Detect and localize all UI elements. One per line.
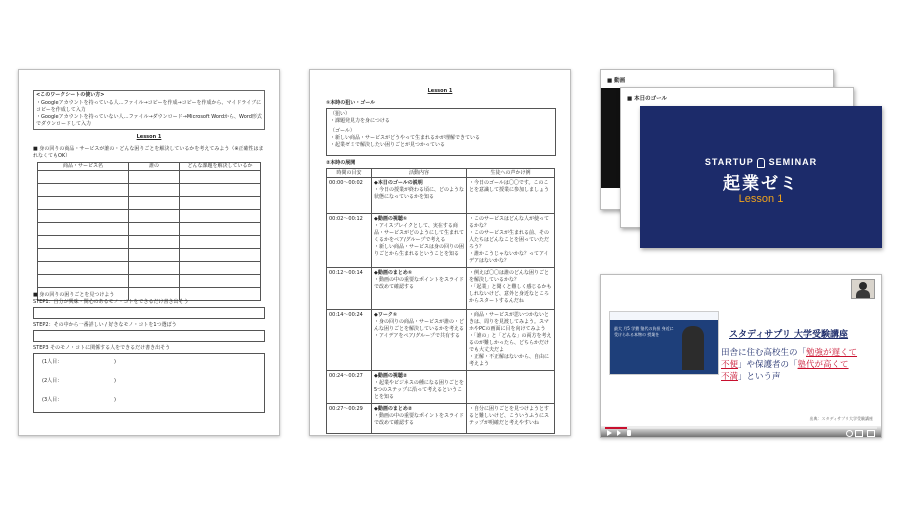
guide-lesson-title: Lesson 1 <box>427 88 453 94</box>
slide-middle-label: ■ 本日のゴール <box>627 96 668 102</box>
table-header: 商品・サービス名 <box>38 163 129 171</box>
person-1-close: ) <box>114 359 116 365</box>
aim-label: （狙い） <box>330 111 351 117</box>
video-player[interactable] <box>600 274 882 438</box>
person-3: (3人目： <box>42 397 63 403</box>
table-row <box>38 236 261 249</box>
flow-header: 時間の目安 <box>327 169 372 178</box>
flow-title: ②本時の展開 <box>326 160 356 166</box>
activity-title: ◆動画のまとめ② <box>374 406 413 412</box>
worksheet-lesson-title: Lesson 1 <box>136 134 162 140</box>
activity-text: ・動画の中の重要なポイントをスライドで改めて確認する <box>374 277 464 290</box>
question-2: ■ 身の回りの困りごとを見つけよう <box>33 292 115 298</box>
video-caption: 出典：スタディサプリ大学受験講座 <box>809 416 873 421</box>
guide-page <box>309 69 571 436</box>
usage-line: ・Googleアカウントを持っている人…ファイル→コピーを作成→コピーを作成から、マイドライブにコピーを作成して入力 <box>36 100 262 113</box>
seminar-text: SEMINAR <box>768 157 818 167</box>
usage-title: <このワークシートの使い方> <box>36 92 105 98</box>
table-row <box>38 210 261 223</box>
time-cell: 00:24〜00:27 <box>327 371 372 404</box>
table-row <box>38 275 261 288</box>
time-cell: 00:14〜00:24 <box>327 310 372 371</box>
goal-title: ①本時の狙い・ゴール <box>326 100 376 106</box>
settings-icon[interactable] <box>846 430 853 437</box>
step-3-box <box>33 353 265 413</box>
time-cell: 00:00〜00:02 <box>327 178 372 214</box>
table-row <box>327 268 555 310</box>
activity-cell <box>372 268 467 310</box>
person-2-close: ) <box>114 378 116 384</box>
time-cell: 00:02〜00:12 <box>327 214 372 268</box>
person-1: (1人目： <box>42 359 63 365</box>
quote-emphasis: 不満 <box>721 372 739 382</box>
table-row <box>327 310 555 371</box>
activity-cell <box>372 371 467 404</box>
activity-cell <box>372 178 467 214</box>
activity-cell <box>372 310 467 371</box>
prompt-cell: ・今日のゴールは〇〇です。このことを意識して授業に参加しましょう <box>467 178 555 214</box>
kigyo-zemi-logo: 起業ゼミ <box>723 174 799 194</box>
table-row <box>38 262 261 275</box>
time-cell: 00:27〜00:29 <box>327 404 372 434</box>
step-1-box <box>33 307 265 319</box>
volume-icon[interactable] <box>627 430 631 436</box>
prompt-cell: ・商品・サービスが思いつかないときは、周りを見渡してみよう。スマホやPCの画面に目を向けてみよう ・「誰の」と「どんな」の両方を考えるのが難しかったら、どちらかだけでも大丈夫だよ ・正解・不正解はないから、自由に考えよう <box>467 310 555 371</box>
activity-title: ◆動画の視聴② <box>374 373 408 379</box>
goal-line: ・新しい商品・サービスがどうやって生まれるかが理解できている <box>330 135 481 141</box>
table-row <box>38 223 261 236</box>
video-title: スタディサプリ 大学受験講座 <box>729 330 849 340</box>
usage-line: ・Googleアカウントを持っていない人…ファイル→ダウンロード→Microsoft Wordから、Word形式でダウンロードして入力 <box>36 114 262 127</box>
activity-cell <box>372 404 467 434</box>
slide-lesson-label: Lesson 1 <box>738 193 784 205</box>
activity-title: ◆ワーク① <box>374 312 398 318</box>
table-row <box>327 404 555 434</box>
quote-emphasis: 塾代が高くて <box>797 360 849 370</box>
step-2-box <box>33 330 265 342</box>
thumbnail-person <box>682 326 704 370</box>
table-row <box>327 214 555 268</box>
table-row <box>38 197 261 210</box>
product-table <box>37 162 261 301</box>
person-3-close: ) <box>114 397 116 403</box>
goal-label: （ゴール） <box>330 128 355 134</box>
prompt-cell <box>467 371 555 404</box>
goal-box <box>326 108 556 156</box>
website-thumbnail <box>609 311 719 375</box>
captions-icon[interactable] <box>855 430 863 437</box>
flow-header: 活動内容 <box>372 169 467 178</box>
step-3-label: STEP3 そのモノ・コトに関係する人をできるだけ書き出そう <box>33 345 171 351</box>
table-header: どんな課題を解決しているか <box>180 163 261 171</box>
slide-back-label: ■ 動画 <box>607 78 626 84</box>
quote-emphasis: 不便 <box>721 360 739 370</box>
quote-part: 」という声 <box>738 372 781 382</box>
startup-seminar-heading <box>641 157 881 168</box>
table-row <box>38 184 261 197</box>
activity-cell <box>372 214 467 268</box>
person-2: (2人目： <box>42 378 63 384</box>
worksheet-page <box>18 69 280 436</box>
flow-header: 生徒への声かけ例 <box>467 169 555 178</box>
quote-emphasis: 勉強が遅くて <box>806 348 858 358</box>
activity-text: ・動画の中の重要なポイントをスライドで改めて確認する <box>374 413 464 426</box>
table-header: 誰の <box>129 163 180 171</box>
progress-fill <box>605 427 627 429</box>
activity-text: ・起業やビジネスの種になる困りごとを5つのステップに沿って考えるということを知る <box>374 380 464 400</box>
activity-title: ◆動画のまとめ① <box>374 270 413 276</box>
flow-table <box>326 168 555 434</box>
fullscreen-icon[interactable] <box>867 430 875 437</box>
goal-line: ・起業ゼミで解決したい困りごとが見つかっている <box>330 142 446 148</box>
quote-part: 田舎に住む高校生の「 <box>721 348 807 358</box>
time-cell: 00:12〜00:14 <box>327 268 372 310</box>
next-icon[interactable] <box>617 430 621 436</box>
prompt-cell: ・自分に困りごとを見つけようとすると難しいけど、こういうふうにステップが明確だと考えやすいね <box>467 404 555 434</box>
table-row <box>38 171 261 184</box>
play-icon[interactable] <box>607 430 612 436</box>
rocket-icon <box>757 158 765 168</box>
activity-text: ・アイスブレイクとして、実在する商品・サービスがどのようにして生まれてくるかをペア/グループで考える ・新しい商品・サービスは身の回りの困りごとから生まれるということを知る <box>374 223 465 257</box>
video-quote <box>721 347 879 383</box>
prompt-cell: ・例えば〇〇は誰のどんな困りごとを解決しているかな？ ・「起業」と聞くと難しく感じるかもしれないけど、意外と身近なところからスタートするんだね <box>467 268 555 310</box>
slide-title <box>640 106 882 248</box>
usage-box <box>33 90 265 130</box>
question-1: ■ 身の回りの商品・サービスが誰の・どんな困りごとを解決しているかを考えてみよう（※正確性はまれなくてもOK） <box>33 146 264 159</box>
table-row <box>327 178 555 214</box>
step-2-label: STEP2：その中から一番詳しい / 好きなモノ・コトを1つ選ぼう <box>33 322 177 328</box>
progress-track[interactable] <box>605 427 877 429</box>
prompt-cell: ・このサービスはどんな人が使ってるかな？ ・このサービスが生まれる前、その人たちはどんなことを困っていただろう？ ・誰かこうじゃないかな？ってアイデアはないかな？ <box>467 214 555 268</box>
step-1-label: STEP1：自分が興味・関心のあるモノ・コトをできるだけ書き出そう <box>33 299 189 305</box>
aim-text: ・課題発見力を身につける <box>330 118 390 124</box>
video-control-bar <box>601 426 881 437</box>
table-row <box>38 249 261 262</box>
thumbnail-text: 最大 月5 学費 塾代の負担 身近に受けられる本物の 授業を <box>614 326 674 337</box>
table-row <box>327 371 555 404</box>
quote-part: 」や保護者の「 <box>738 360 798 370</box>
activity-title: ◆動画の視聴① <box>374 216 408 222</box>
activity-text: ・身の回りの商品・サービスが誰の・どんな困りごとを解決しているかを考える ・アイデアをペア/グループで共有する <box>374 319 465 339</box>
presenter-avatar <box>851 279 875 299</box>
activity-text: ・今日の授業が終わる頃に、どのような状態になっているかを知る <box>374 187 465 200</box>
startup-text: STARTUP <box>704 157 754 167</box>
activity-title: ◆本日のゴールの説明 <box>374 180 423 186</box>
